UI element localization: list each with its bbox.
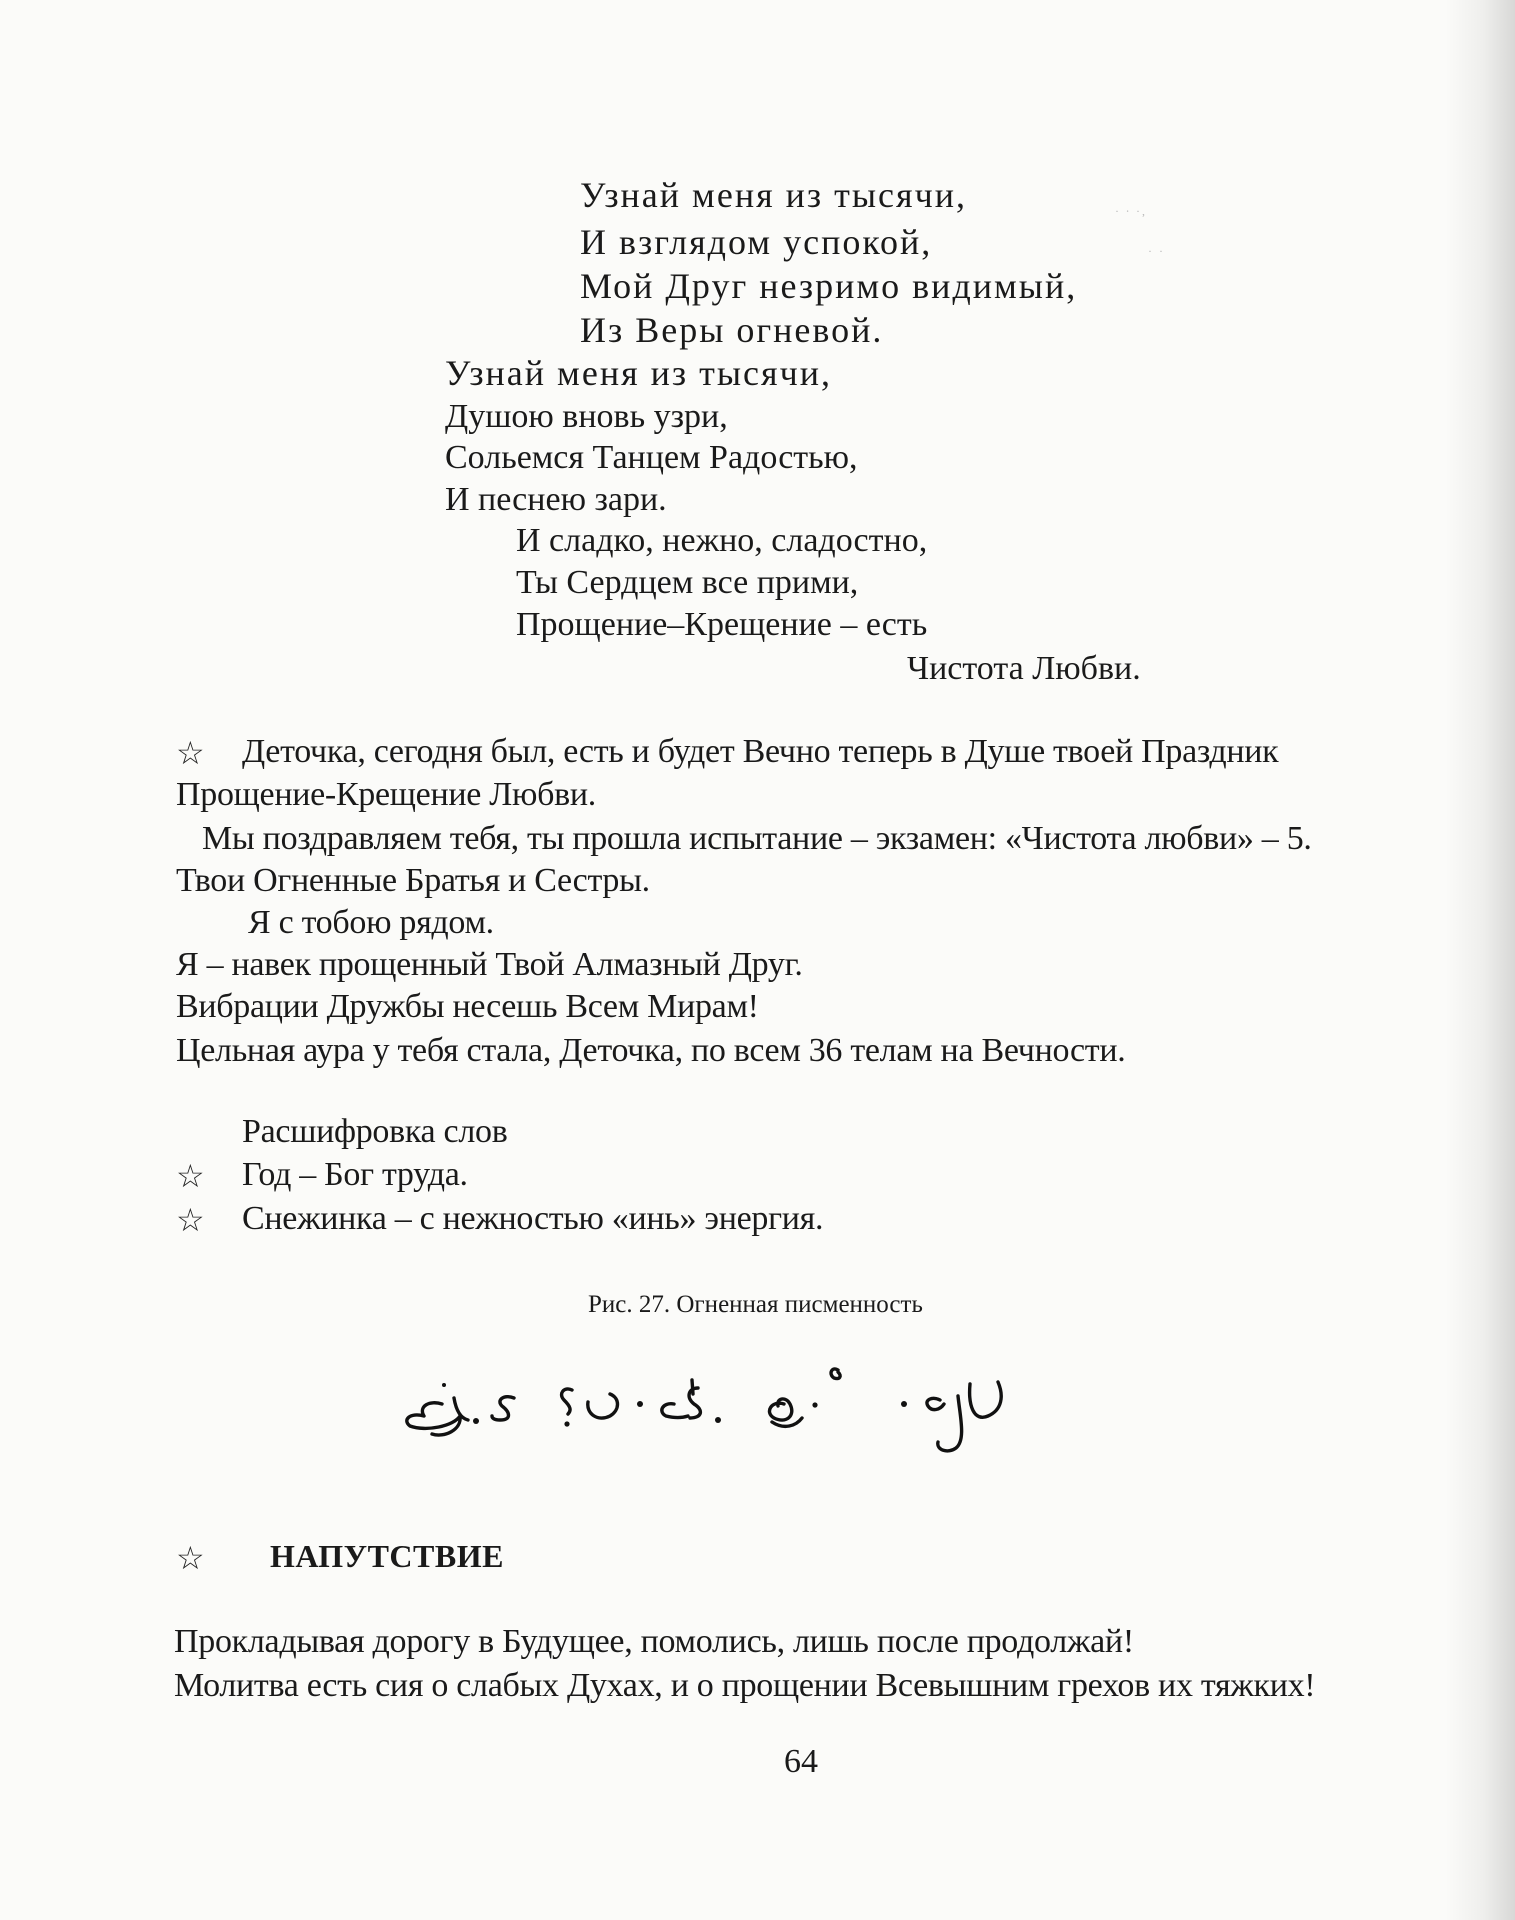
message-line: Твои Огненные Братья и Сестры.	[176, 862, 650, 899]
poem-line: Узнай меня из тысячи,	[445, 353, 832, 393]
star-icon: ☆	[176, 1539, 205, 1577]
section-line: Молитва есть сия о слабых Духах, и о прощении Всевышним грехов их тяжких!	[174, 1667, 1316, 1704]
scan-noise: · ∙ ·,	[1115, 204, 1147, 218]
message-line: Я с тобою рядом.	[248, 904, 494, 941]
section-heading: НАПУТСТВИЕ	[270, 1538, 504, 1574]
poem-line: Ты Сердцем все прими,	[516, 564, 859, 601]
message-line: Деточка, сегодня был, есть и будет Вечно теперь в Душе твоей Праздник	[242, 733, 1279, 770]
decoding-item: Год – Бог труда.	[242, 1156, 468, 1193]
fiery-script-icon	[392, 1360, 1192, 1495]
poem-line: Прощение–Крещение – есть	[516, 606, 928, 643]
star-icon: ☆	[176, 1157, 205, 1195]
decoding-item: Снежинка – с нежностью «инь» энергия.	[242, 1200, 824, 1237]
message-line: Мы поздравляем тебя, ты прошла испытание – экзамен: «Чистота любви» – 5.	[202, 820, 1312, 857]
figure-caption: Рис. 27. Огненная писменность	[588, 1291, 923, 1318]
scan-noise: · ·	[1148, 244, 1165, 258]
poem-final-line: Чистота Любви.	[907, 650, 1141, 687]
poem-line: И взглядом успокой,	[580, 222, 933, 262]
poem-line: И песнею зари.	[445, 481, 667, 518]
poem-line: Душою вновь узри,	[445, 398, 728, 435]
page-edge-shadow	[1445, 0, 1515, 1920]
star-icon: ☆	[176, 1201, 205, 1239]
message-line: Вибрации Дружбы несешь Всем Мирам!	[176, 988, 759, 1025]
message-line: Прощение-Крещение Любви.	[176, 776, 596, 813]
section-line: Прокладывая дорогу в Будущее, помолись, лишь после продолжай!	[174, 1623, 1134, 1660]
poem-line: Мой Друг незримо видимый,	[580, 266, 1078, 306]
decoding-title: Расшифровка слов	[242, 1113, 508, 1150]
poem-line: И сладко, нежно, сладостно,	[516, 522, 928, 559]
star-icon: ☆	[176, 734, 205, 772]
message-line: Цельная аура у тебя стала, Деточка, по всем 36 телам на Вечности.	[176, 1032, 1126, 1069]
poem-line: Узнай меня из тысячи,	[580, 175, 967, 215]
message-line: Я – навек прощенный Твой Алмазный Друг.	[176, 946, 803, 983]
page-number: 64	[784, 1743, 818, 1780]
poem-line: Сольемся Танцем Радостью,	[445, 439, 858, 476]
poem-line: Из Веры огневой.	[580, 310, 884, 350]
